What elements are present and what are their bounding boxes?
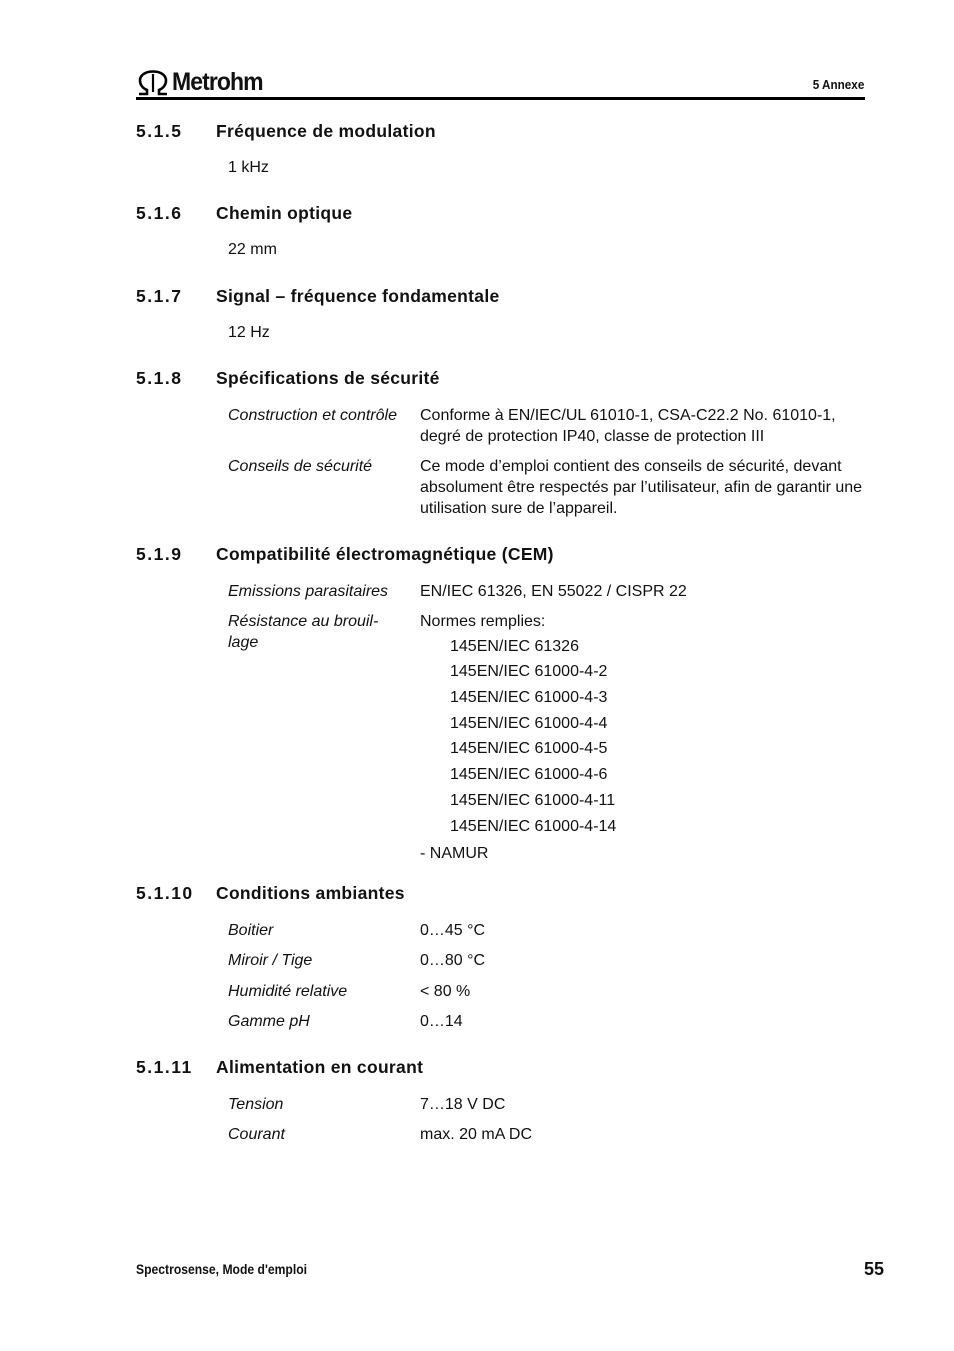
section-title: Alimentation en courant: [216, 1057, 424, 1077]
spec-value: < 80 %: [420, 983, 471, 1000]
metrohm-logo: [136, 68, 271, 97]
section-value: 1 kHz: [228, 159, 269, 176]
norm-item: 145EN/IEC 61000-4-4: [450, 715, 608, 732]
norm-item: 145EN/IEC 61000-4-14: [450, 818, 617, 835]
spec-value: max. 20 mA DC: [420, 1126, 533, 1143]
chapter-label: 5 Annexe: [812, 77, 864, 92]
spec-value: Normes remplies:: [420, 613, 546, 630]
section-number: 5.1.11: [136, 1057, 193, 1077]
spec-label: Boitier: [228, 922, 274, 939]
spec-value: 0…80 °C: [420, 952, 486, 969]
section-title: Spécifications de sécurité: [216, 368, 440, 388]
header-divider: [136, 97, 865, 100]
section-value: 12 Hz: [228, 324, 270, 341]
page-number: 55: [864, 1259, 885, 1279]
omega-icon: [136, 70, 170, 96]
section-title: Chemin optique: [216, 203, 353, 223]
section-number: 5.1.10: [136, 883, 194, 903]
spec-value: EN/IEC 61326, EN 55022 / CISPR 22: [420, 583, 687, 600]
section-number: 5.1.5: [136, 121, 183, 141]
spec-label: Courant: [228, 1126, 285, 1143]
section-title: Compatibilité électromagnétique (CEM): [216, 544, 554, 564]
spec-value: 0…14: [420, 1013, 463, 1030]
norm-item: 145EN/IEC 61000-4-3: [450, 689, 608, 706]
spec-label: Construction et contrôle: [228, 407, 397, 424]
section-number: 5.1.8: [136, 368, 183, 388]
norm-item: 145EN/IEC 61000-4-11: [450, 792, 616, 809]
spec-value: Ce mode d’emploi contient des conseils de sécurité, devant absolument être respectés par l’utilisateur, afin de garantir une utilisation sure de l’appareil.: [420, 458, 863, 517]
norm-item: - NAMUR: [420, 845, 489, 862]
spec-value: Conforme à EN/IEC/UL 61010-1, CSA-C22.2 No. 61010-1, degré de protection IP40, classe de protection III: [420, 407, 836, 445]
spec-label: Conseils de sécurité: [228, 458, 373, 475]
norm-item: 145EN/IEC 61000-4-2: [450, 663, 608, 680]
norm-item: 145EN/IEC 61000-4-5: [450, 740, 608, 757]
logo-text: Metrohm: [172, 68, 263, 96]
spec-label: Miroir / Tige: [228, 952, 313, 969]
spec-label: Gamme pH: [228, 1013, 310, 1030]
section-value: 22 mm: [228, 241, 277, 258]
document-title: Spectrosense, Mode d'emploi: [136, 1262, 308, 1277]
section-title: Fréquence de modulation: [216, 121, 436, 141]
spec-value: 0…45 °C: [420, 922, 486, 939]
section-title: Conditions ambiantes: [216, 883, 405, 903]
spec-value: 7…18 V DC: [420, 1096, 506, 1113]
norm-item: 145EN/IEC 61326: [450, 638, 579, 655]
spec-label: Résistance au brouil-lage: [228, 613, 379, 651]
section-number: 5.1.6: [136, 203, 183, 223]
spec-label: Tension: [228, 1096, 284, 1113]
section-number: 5.1.9: [136, 544, 183, 564]
norm-item: 145EN/IEC 61000-4-6: [450, 766, 608, 783]
spec-label: Emissions parasitaires: [228, 583, 389, 600]
spec-label: Humidité relative: [228, 983, 348, 1000]
section-number: 5.1.7: [136, 286, 183, 306]
section-title: Signal – fréquence fondamentale: [216, 286, 500, 306]
